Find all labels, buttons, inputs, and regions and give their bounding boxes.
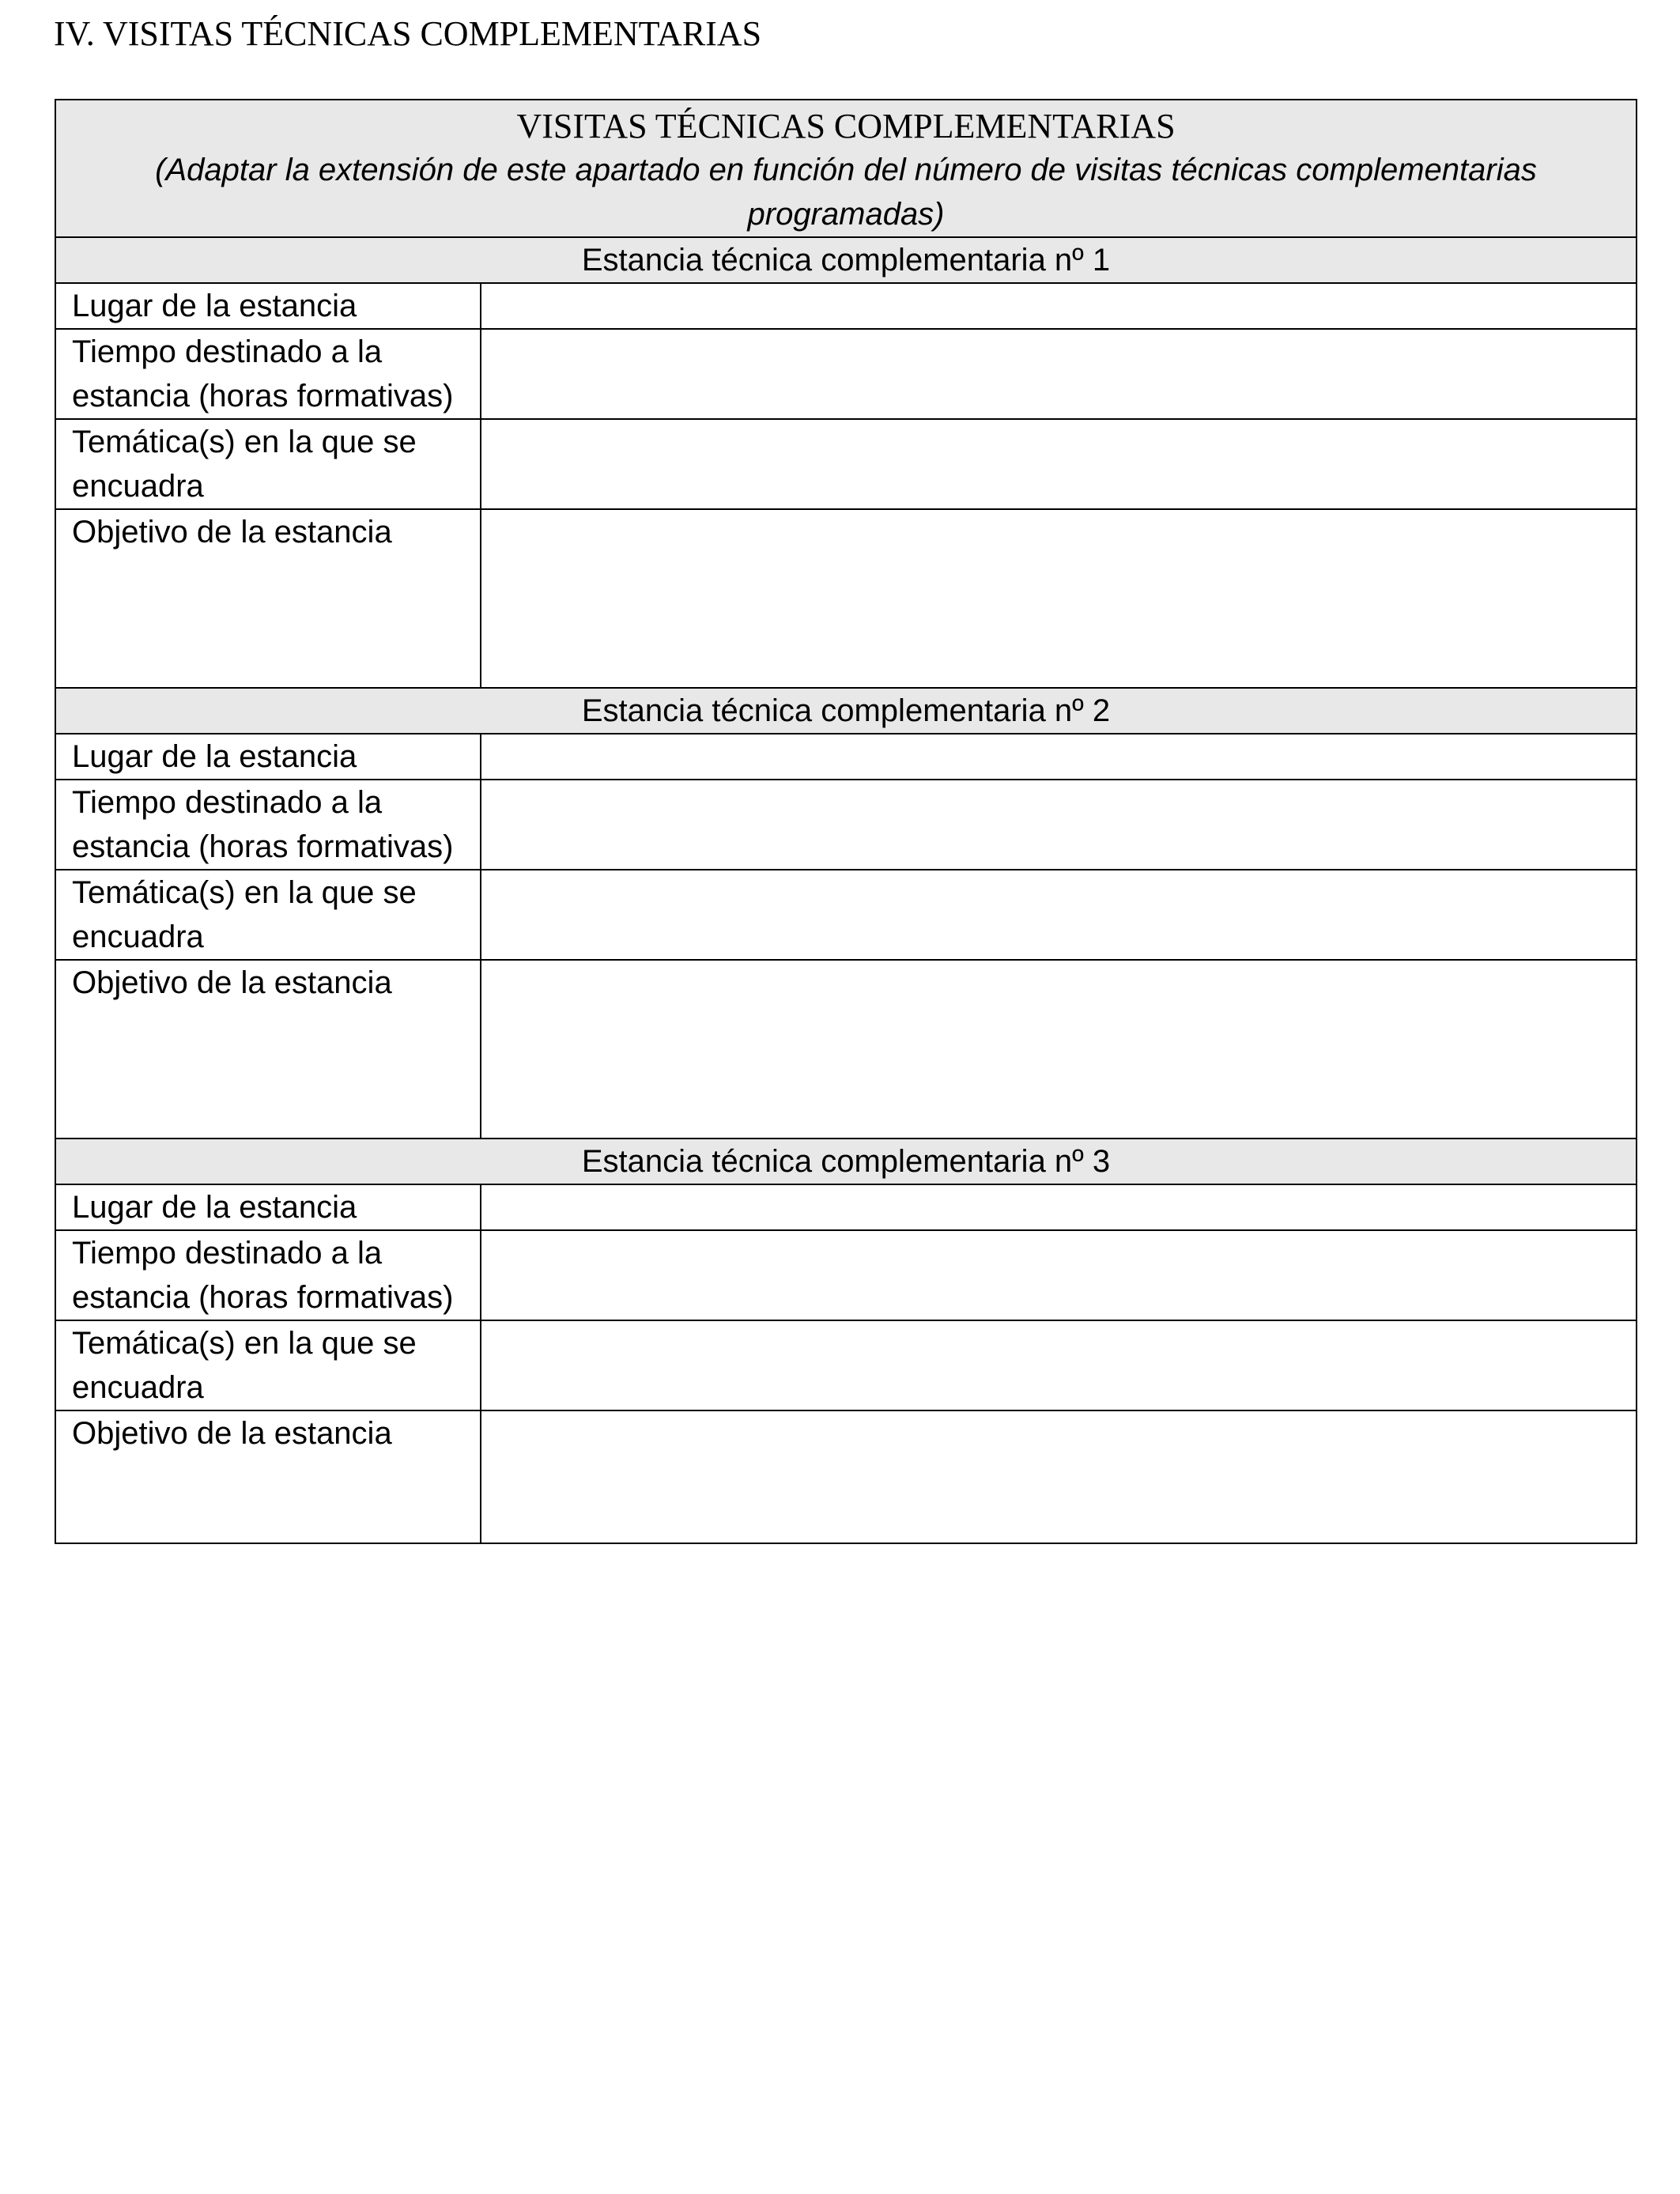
stay-1-lugar-field[interactable] [481, 283, 1637, 329]
stay-3-header-row [55, 1139, 1637, 1184]
stay-2-header: Estancia técnica complementaria nº 2 [55, 688, 1637, 734]
stay-1-tematica-field[interactable] [481, 419, 1637, 509]
stay-1-tematica-row [55, 419, 1637, 509]
stay-2-lugar-row [55, 734, 1637, 780]
stay-1-lugar-label: Lugar de la estancia [55, 283, 481, 329]
stay-3-tiempo-row [55, 1230, 1637, 1320]
stay-2-objetivo-row [55, 960, 1637, 1139]
stay-2-tiempo-field[interactable] [481, 780, 1637, 870]
table-note: (Adaptar la extensión de este apartado en función del número de visitas técnicas complementarias programadas) [155, 153, 1537, 232]
stay-3-lugar-field[interactable] [481, 1184, 1637, 1230]
stay-2-tiempo-row [55, 780, 1637, 870]
stay-3-objetivo-row [55, 1410, 1637, 1543]
stay-1-tematica-label: Temática(s) en la que se encuadra [55, 419, 481, 509]
stay-2-tematica-row [55, 870, 1637, 960]
stay-3-lugar-row [55, 1184, 1637, 1230]
stay-1-tiempo-label: Tiempo destinado a la estancia (horas formativas) [55, 329, 481, 419]
section-title: IV. VISITAS TÉCNICAS COMPLEMENTARIAS [54, 14, 762, 53]
stay-1-tiempo-row [55, 329, 1637, 419]
stay-3-tiempo-field[interactable] [481, 1230, 1637, 1320]
stay-3-lugar-label: Lugar de la estancia [55, 1184, 481, 1230]
visits-form-table [55, 99, 1637, 1544]
stay-2-objetivo-label: Objetivo de la estancia [55, 960, 481, 1139]
table-header-row [55, 100, 1637, 237]
table-title: VISITAS TÉCNICAS COMPLEMENTARIAS [516, 107, 1176, 145]
stay-2-tematica-label: Temática(s) en la que se encuadra [55, 870, 481, 960]
stay-3-tiempo-label: Tiempo destinado a la estancia (horas formativas) [55, 1230, 481, 1320]
stay-3-objetivo-label: Objetivo de la estancia [55, 1410, 481, 1543]
stay-2-objetivo-field[interactable] [481, 960, 1637, 1139]
stay-2-header-row [55, 688, 1637, 734]
stay-2-tiempo-label: Tiempo destinado a la estancia (horas formativas) [55, 780, 481, 870]
stay-1-objetivo-label: Objetivo de la estancia [55, 509, 481, 688]
table-header [55, 100, 1637, 237]
stay-1-objetivo-row [55, 509, 1637, 688]
stay-2-lugar-label: Lugar de la estancia [55, 734, 481, 780]
stay-2-lugar-field[interactable] [481, 734, 1637, 780]
stay-1-lugar-row [55, 283, 1637, 329]
stay-1-objetivo-field[interactable] [481, 509, 1637, 688]
stay-3-tematica-row [55, 1320, 1637, 1410]
stay-3-tematica-label: Temática(s) en la que se encuadra [55, 1320, 481, 1410]
stay-1-header: Estancia técnica complementaria nº 1 [55, 237, 1637, 283]
stay-1-tiempo-field[interactable] [481, 329, 1637, 419]
stay-3-tematica-field[interactable] [481, 1320, 1637, 1410]
stay-3-header: Estancia técnica complementaria nº 3 [55, 1139, 1637, 1184]
stay-1-header-row [55, 237, 1637, 283]
stay-2-tematica-field[interactable] [481, 870, 1637, 960]
stay-3-objetivo-field[interactable] [481, 1410, 1637, 1543]
